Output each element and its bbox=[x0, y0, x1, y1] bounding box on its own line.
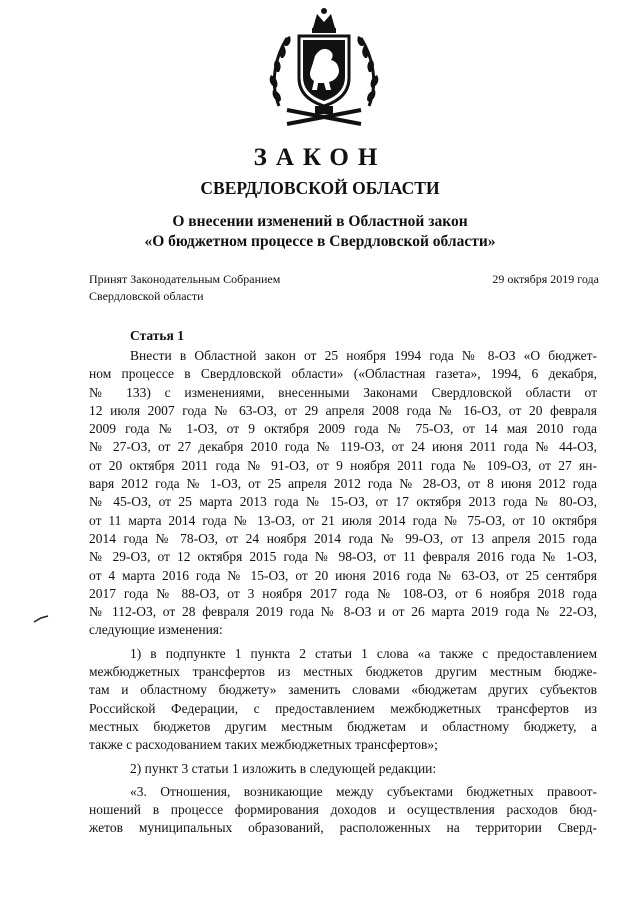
article-intro bbox=[89, 347, 597, 640]
amendment-item-1 bbox=[89, 645, 597, 755]
text-line: ношений в процессе формирования доходов и осуществления расходов бюд- bbox=[89, 802, 597, 818]
text-line: № 29-ОЗ, от 12 октября 2015 года № 98-ОЗ, от 11 февраля 2016 года № 1-ОЗ, bbox=[89, 549, 597, 565]
text-line: 2014 года № 78-ОЗ, от 24 ноября 2014 года № 99-ОЗ, от 13 апреля 2015 года bbox=[89, 530, 597, 546]
text-line: межбюджетных трансфертов из местных бюджетов другим местным бюдже- bbox=[89, 664, 597, 680]
text-line: от 11 марта 2014 года № 13-ОЗ, от 21 июля 2014 года № 75-ОЗ, от 10 октября bbox=[89, 512, 597, 528]
text-line: там и областному бюджету» заменить словами «бюджетам других субъектов bbox=[89, 682, 597, 698]
article-body bbox=[89, 347, 597, 838]
law-title bbox=[0, 212, 640, 252]
text-line: местных бюджетов другим местным бюджетам и областному бюджету, а bbox=[89, 718, 597, 734]
adoption-date: 29 октября 2019 года bbox=[492, 272, 599, 286]
text-line: следующие изменения: bbox=[89, 622, 223, 638]
law-title-line: О внесении изменений в Областной закон bbox=[172, 213, 468, 230]
text-line: 2) пункт 3 статьи 1 изложить в следующей редакции: bbox=[130, 760, 437, 776]
text-line: № 45-ОЗ, от 25 марта 2013 года № 15-ОЗ, от 17 октября 2013 года № 80-ОЗ, bbox=[89, 494, 597, 510]
text-line: № 133) с изменениями, внесенными Законами Свердловской области от bbox=[89, 384, 597, 400]
text-line: «3. Отношения, возникающие между субъектами бюджетных правоот- bbox=[130, 783, 597, 799]
text-line: 1) в подпункте 1 пункта 2 статьи 1 слова «а также с предоставлением bbox=[130, 645, 597, 661]
adopted-by-line: Принят Законодательным Собранием bbox=[89, 272, 281, 286]
text-line: № 27-ОЗ, от 27 декабря 2010 года № 119-ОЗ, от 24 июня 2011 года № 44-ОЗ, bbox=[89, 439, 597, 455]
text-line: от 4 марта 2016 года № 15-ОЗ, от 20 июня 2016 года № 63-ОЗ, от 25 сентября bbox=[89, 567, 597, 583]
text-line: Российской Федерации, с предоставлением межбюджетных трансфертов из bbox=[89, 700, 597, 716]
text-line: также с расходованием таких межбюджетных трансфертов»; bbox=[89, 737, 438, 753]
amendment-item-2 bbox=[89, 760, 597, 778]
adopted-by bbox=[89, 271, 280, 305]
document-type: ЗАКОН bbox=[253, 144, 387, 171]
text-line: 12 июля 2007 года № 63-ОЗ, от 29 апреля 2008 года № 16-ОЗ, от 20 февраля bbox=[89, 402, 597, 418]
text-line: № 112-ОЗ, от 28 февраля 2019 года № 8-ОЗ и от 26 марта 2019 года № 22-ОЗ, bbox=[89, 604, 597, 620]
pen-mark-icon bbox=[33, 615, 49, 623]
text-line: Внести в Областной закон от 25 ноября 1994 года № 8-ОЗ «О бюджет- bbox=[130, 348, 597, 363]
text-line: варя 2012 года № 1-ОЗ, от 25 апреля 2012 года № 28-ОЗ, от 8 июня 2012 года bbox=[89, 476, 597, 492]
text-line: 2017 года № 88-ОЗ, от 3 ноября 2017 года № 108-ОЗ, от 6 ноября 2018 года bbox=[89, 585, 597, 601]
coat-of-arms-icon bbox=[265, 6, 383, 128]
adopted-by-line: Свердловской области bbox=[89, 289, 204, 303]
text-line: 2009 года № 1-ОЗ, от 9 октября 2009 года № 75-ОЗ, от 14 мая 2010 года bbox=[89, 421, 597, 437]
text-line: жетов муниципальных образований, расположенных на территории Сверд- bbox=[89, 820, 597, 836]
article-heading: Статья 1 bbox=[130, 328, 184, 343]
region-name: СВЕРДЛОВСКОЙ ОБЛАСТИ bbox=[200, 178, 440, 198]
text-line: от 20 октября 2011 года № 91-ОЗ, от 9 ноября 2011 года № 109-ОЗ, от 27 ян- bbox=[89, 457, 597, 473]
text-line: ном процессе в Свердловской области» («Областная газета», 1994, 6 декабря, bbox=[89, 366, 597, 382]
law-title-line: «О бюджетном процессе в Свердловской области» bbox=[144, 233, 496, 250]
quoted-new-text bbox=[89, 783, 597, 838]
